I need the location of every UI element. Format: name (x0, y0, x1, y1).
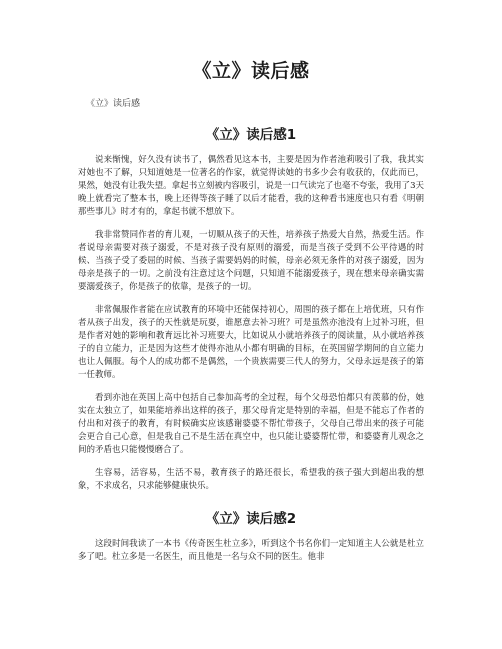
breadcrumb: 《立》读后感 (86, 99, 141, 109)
paragraph: 生容易，活容易，生活不易，教育孩子的路还很长，希望我的孩子强大到超出我的想象，不求成名，只求能够健康快乐。 (78, 468, 424, 491)
paragraph: 非常佩服作者能在应试教育的环境中还能保持初心，周围的孩子都在上培优班，只有作者从孩子出发，孩子的天性就是玩耍，谁愿意去补习班？可是虽然亦池没有上过补习班，但是作者对她的影响和教育远比补习班要大，比如说从小就培养孩子的阅读量，从小就培养孩子的自立能力，正是因为这些才使得亦池从小都有明确的目标，在英国留学期间的自立能力也让人佩服。每个人的成功都不是偶然，一个贵族需要三代人的努力，父母永远是孩子的第一任教师。 (78, 305, 424, 380)
paragraph: 说来惭愧，好久没有读书了，偶然看见这本书，主要是因为作者池莉吸引了我，我其实对她也不了解，只知道她是一位著名的作家，就觉得读她的书多少会有收获的，仅此而已，果然，她没有让我失望。拿起书立刻被内容吸引，说是一口气读完了也毫不夸张，我用了3天晚上就看完了整本书，晚上还得等孩子睡了以后才能看，我的这种看书速度也只有看《明朝那些事儿》时才有的，拿起书就不想放下。 (78, 155, 424, 217)
document-title: 《立》读后感 (192, 60, 310, 82)
section-heading-1: 《立》读后感1 (205, 127, 297, 143)
paragraph: 看到亦池在英国上高中包括自己参加高考的全过程，每个父母恐怕都只有羡慕的份，她实在太独立了，如果能培养出这样的孩子，那父母肯定是特别的幸福，但是不能忘了作者的付出和对孩子的教育，有时候确实应该感谢婆婆不帮忙带孩子，父母自己带出来的孩子可能会更合自己心意，但是我自己不是生活在真空中，也只能让婆婆帮忙带，和婆婆育儿观念之间的矛盾也只能慢慢磨合了。 (78, 393, 424, 455)
section-heading-2: 《立》读后感2 (205, 511, 297, 527)
paragraph: 我非常赞同作者的育儿观，一切顺从孩子的天性，培养孩子热爱大自然，热爱生活。作者说母亲需要对孩子溺爱，不是对孩子没有原则的溺爱，而是当孩子受到不公平待遇的时候、当孩子受了委屈的时候、当孩子需要妈妈的时候，母亲必须无条件的对孩子溺爱，因为母亲是孩子的一切。之前没有注意过这个问题，只知道不能溺爱孩子，现在想来母亲确实需要溺爱孩子，你是孩子的依靠，是孩子的一切。 (78, 230, 424, 292)
paragraph: 这段时间我读了一本书《传奇医生杜立多》，听到这个书名你们一定知道主人公就是杜立多了吧。杜立多是一名医生，而且他是一名与众不同的医生。他非 (78, 539, 424, 562)
